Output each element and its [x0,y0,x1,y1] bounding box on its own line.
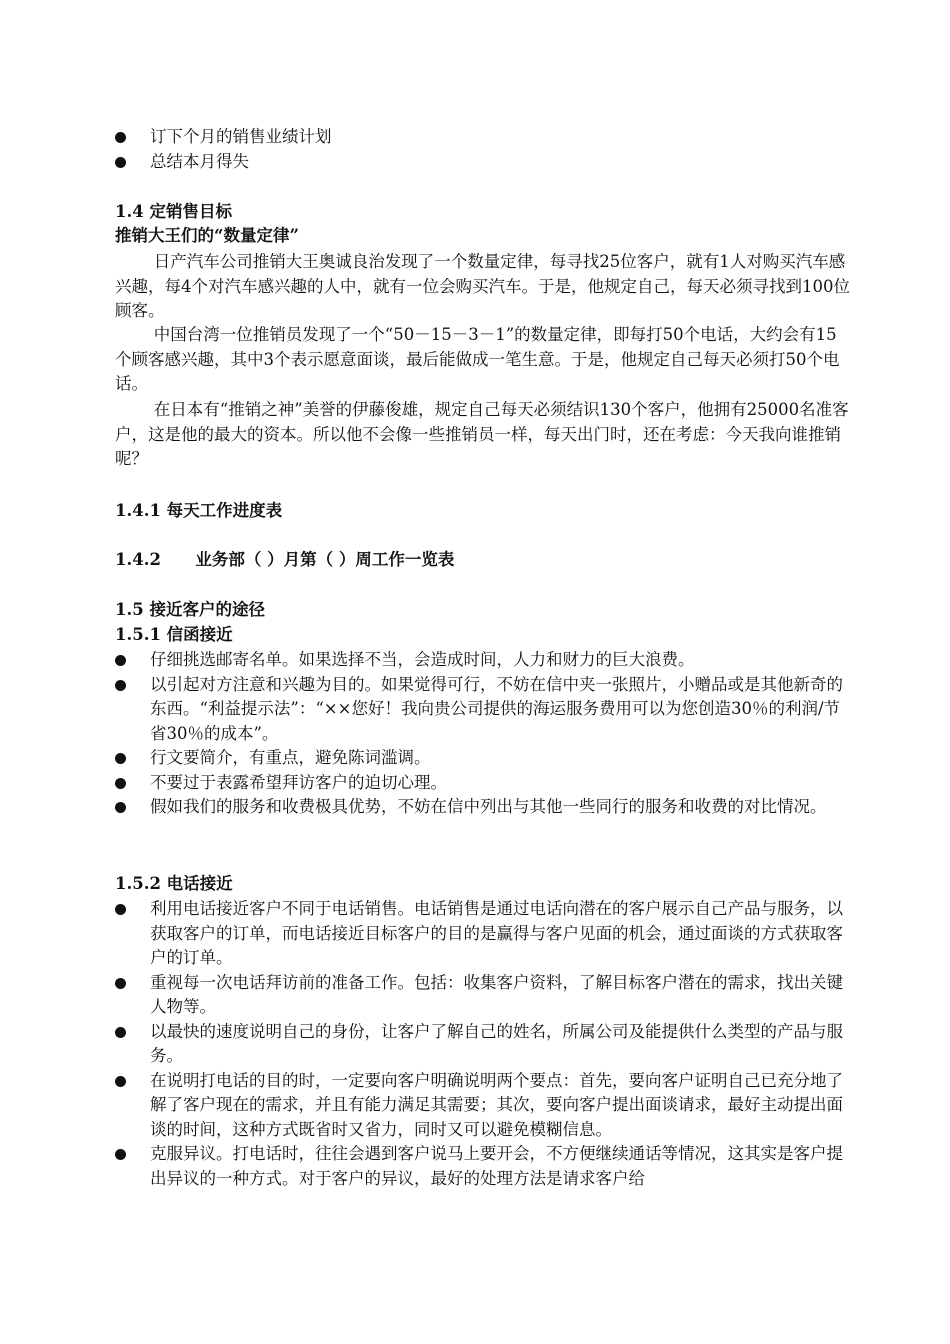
bullet-icon [115,1027,126,1038]
phone-approach-list [115,897,850,1191]
bullet-icon [115,778,126,789]
list-item-text: 利用电话接近客户不同于电话销售。电话销售是通过电话向潜在的客户展示自己产品与服务，以获取客户的订单，而电话接近目标客户的目的是赢得与客户见面的机会，通过面谈的方式获取客户的订单。 [150,899,843,967]
list-item [115,150,850,175]
top-bullet-list [115,125,850,174]
bullet-icon [115,655,126,666]
bullet-icon [115,1076,126,1087]
bullet-icon [115,904,126,915]
list-item [115,1020,850,1069]
paragraph-japan: 在日本有“推销之神”美誉的伊藤俊雄，规定自己每天必须结识130个客户，他拥有25000名准客户，这是他的最大的资本。所以他不会像一些推销员一样，每天出门时，还在考虑：今天我向谁推销呢？ [115,400,849,468]
paragraph-nissan: 日产汽车公司推销大王奥诚良治发现了一个数量定律，每寻找25位客户，就有1人对购买汽车感兴趣，每4个对汽车感兴趣的人中，就有一位会购买汽车。于是，他规定自己，每天必须寻找到100位顾客。 [115,252,850,320]
list-item [115,648,850,673]
list-item-text: 克服异议。打电话时，往往会遇到客户说马上要开会，不方便继续通话等情况，这其实是客户提出异议的一种方式。对于客户的异议，最好的处理方法是请求客户给 [150,1144,843,1188]
bullet-icon [115,802,126,813]
bullet-icon [115,753,126,764]
section-heading-1-4-1: 1.4.1 每天工作进度表 [115,501,283,520]
section-heading-1-4-2: 1.4.2 业务部（ ）月第（ ）周工作一览表 [115,550,455,569]
list-item-text: 行文要简介，有重点，避免陈词滥调。 [150,748,431,767]
list-item-text: 不要过于表露希望拜访客户的迫切心理。 [150,772,447,792]
list-item [115,1142,850,1191]
list-item [115,673,850,747]
list-item-text: 以引起对方注意和兴趣为目的。如果觉得可行，不妨在信中夹一张照片，小赠品或是其他新奇的东西。“利益提示法”：“××您好！我向贵公司提供的海运服务费用可以为您创造30％的利润/节省30％的成本”。 [150,674,843,743]
section-heading-1-4: 1.4 定销售目标 [115,202,232,221]
section-heading-1-5: 1.5 接近客户的途径 [115,600,265,619]
list-item-text: 仔细挑选邮寄名单。如果选择不当，会造成时间，人力和财力的巨大浪费。 [150,650,695,669]
section-subheading-quantity-law: 推销大王们的“数量定律” [115,226,299,245]
bullet-icon [115,680,126,691]
list-item-text: 以最快的速度说明自己的身份，让客户了解自己的姓名，所属公司及能提供什么类型的产品与服务。 [150,1021,843,1065]
list-item [115,1069,850,1143]
list-item-text: 在说明打电话的目的时，一定要向客户明确说明两个要点：首先，要向客户证明自己已充分地了解了客户现在的需求，并且有能力满足其需要；其次，要向客户提出面谈请求，最好主动提出面谈的时间，这种方式既省时又省力，同时又可以避免模糊信息。 [150,1070,843,1139]
bullet-icon [115,978,126,989]
list-item [115,897,850,971]
bullet-icon [115,157,126,168]
letter-approach-list [115,648,850,820]
list-item-text: 重视每一次电话拜访前的准备工作。包括：收集客户资料，了解目标客户潜在的需求，找出关键人物等。 [150,972,843,1016]
paragraph-taiwan: 中国台湾一位推销员发现了一个“50－15－3－1”的数量定律，即每打50个电话，大约会有15个顾客感兴趣，其中3个表示愿意面谈，最后能做成一笔生意。于是，他规定自己每天必须打50个电话。 [115,325,840,393]
bullet-icon [115,132,126,143]
section-heading-1-5-1: 1.5.1 信函接近 [115,625,233,644]
list-item [115,971,850,1020]
section-heading-1-5-2: 1.5.2 电话接近 [115,874,233,893]
list-item-text: 总结本月得失 [150,151,249,171]
list-item [115,125,850,150]
list-item-text: 订下个月的销售业绩计划 [150,127,332,146]
list-item [115,746,850,771]
list-item [115,795,850,820]
bullet-icon [115,1149,126,1160]
list-item-text: 假如我们的服务和收费极具优势，不妨在信中列出与其他一些同行的服务和收费的对比情况。 [150,797,827,816]
list-item [115,771,850,796]
